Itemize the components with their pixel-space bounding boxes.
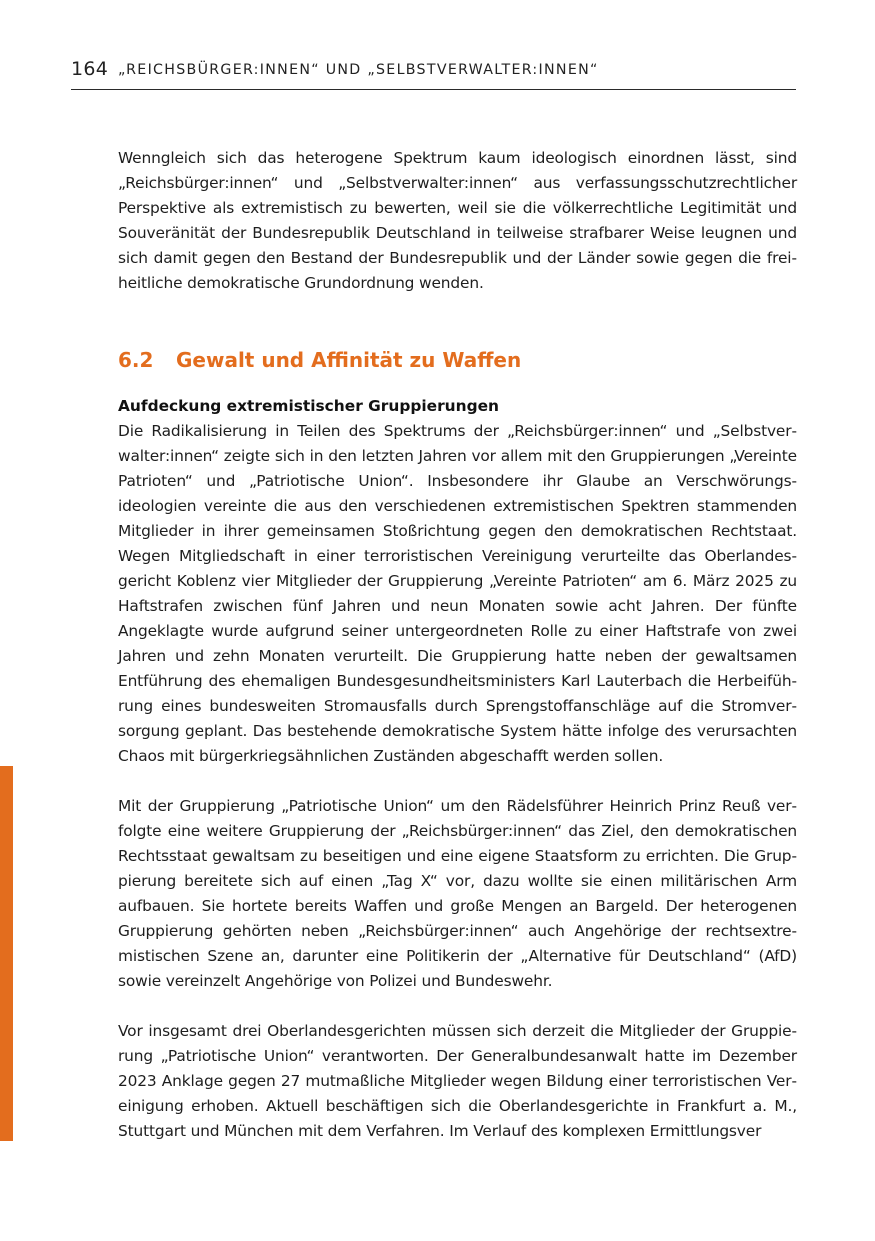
running-header xyxy=(71,56,796,90)
running-title: „REICHSBÜRGER:INNEN“ UND „SELBSTVERWALTER:INNEN“ xyxy=(118,62,599,78)
section-heading xyxy=(118,346,797,374)
body-text xyxy=(118,419,797,1144)
subsection-heading: Aufdeckung extremistischer Gruppierungen xyxy=(118,397,499,415)
chapter-marker-bar xyxy=(0,766,13,1141)
body-paragraph-3: Vor insgesamt drei Oberlandesgerichten müssen sich derzeit die Mitglieder der Gruppierung „Patriotische Union“ verantworten. Der Generalbundesanwalt hatte im Dezember 2023 Anklage gegen 27 mutmaßliche Mitglieder wegen Bildung einer terroristischen Vereinigung erhoben. Aktuell beschäftigen sich die Oberlandesgerichte in Frankfurt a. M., Stuttgart und München mit dem Verfahren. Im Verlauf des komplexen Ermittlungsver xyxy=(118,1022,797,1140)
section-number: 6.2 xyxy=(118,348,154,372)
page-number: 164 xyxy=(71,58,109,80)
body-paragraph-1: Die Radikalisierung in Teilen des Spektrums der „Reichsbürger:innen“ und „Selbstverwalter:innen“ zeigte sich in den letzten Jahren vor allem mit den Gruppierungen „Vereinte Patrioten“ und „Patriotische Union“. Insbesondere ihr Glaube an Verschwörungsideologien vereinte die aus den verschiedenen extremistischen Spektren stammenden Mitglieder in ihrer gemeinsamen Stoßrichtung gegen den demokratischen Rechtstaat. Wegen Mitgliedschaft in einer terroristischen Vereinigung verurteilte das Oberlandesgericht Koblenz vier Mitglieder der Gruppierung „Vereinte Patrioten“ am 6. März 2025 zu Haftstrafen zwischen fünf Jahren und neun Monaten sowie acht Jahren. Der fünfte Angeklagte wurde aufgrund seiner untergeordneten Rolle zu einer Haftstrafe von zwei Jahren und zehn Monaten verurteilt. Die Gruppierung hatte neben der gewaltsamen Entführung des ehemaligen Bundesgesundheitsministers Karl Lauterbach die Herbeiführung eines bundesweiten Stromausfalls durch Sprengstoffanschläge auf die Stromversorgung geplant. Das bestehende demokratische System hätte infolge des verursachten Chaos mit bürgerkriegsähnlichen Zuständen abgeschafft werden sollen. xyxy=(118,422,797,765)
intro-paragraph: Wenngleich sich das heterogene Spektrum kaum ideologisch einordnen lässt, sind „Reichsbürger:innen“ und „Selbstverwalter:innen“ aus verfassungsschutzrechtlicher Perspektive als extremistisch zu bewerten, weil sie die völkerrechtliche Legitimität und Souveränität der Bundesrepublik Deutschland in teilweise strafbarer Weise leugnen und sich damit gegen den Bestand der Bundesrepublik und der Länder sowie gegen die freiheitliche demokratische Grundordnung wenden. xyxy=(118,149,797,292)
main-content xyxy=(118,146,797,1144)
body-paragraph-2: Mit der Gruppierung „Patriotische Union“ um den Rädelsführer Heinrich Prinz Reuß verfolgte eine weitere Gruppierung der „Reichsbürger:innen“ das Ziel, den demokratischen Rechtsstaat gewaltsam zu beseitigen und eine eigene Staatsform zu errichten. Die Gruppierung bereitete sich auf einen „Tag X“ vor, dazu wollte sie einen militärischen Arm aufbauen. Sie hortete bereits Waffen und große Mengen an Bargeld. Der heterogenen Gruppierung gehörten neben „Reichsbürger:innen“ auch Angehörige der rechtsextremistischen Szene an, darunter eine Politikerin der „Alternative für Deutschland“ (AfD) sowie vereinzelt Angehörige von Polizei und Bundeswehr. xyxy=(118,797,797,990)
section-title: Gewalt und Affinität zu Waffen xyxy=(176,348,522,372)
